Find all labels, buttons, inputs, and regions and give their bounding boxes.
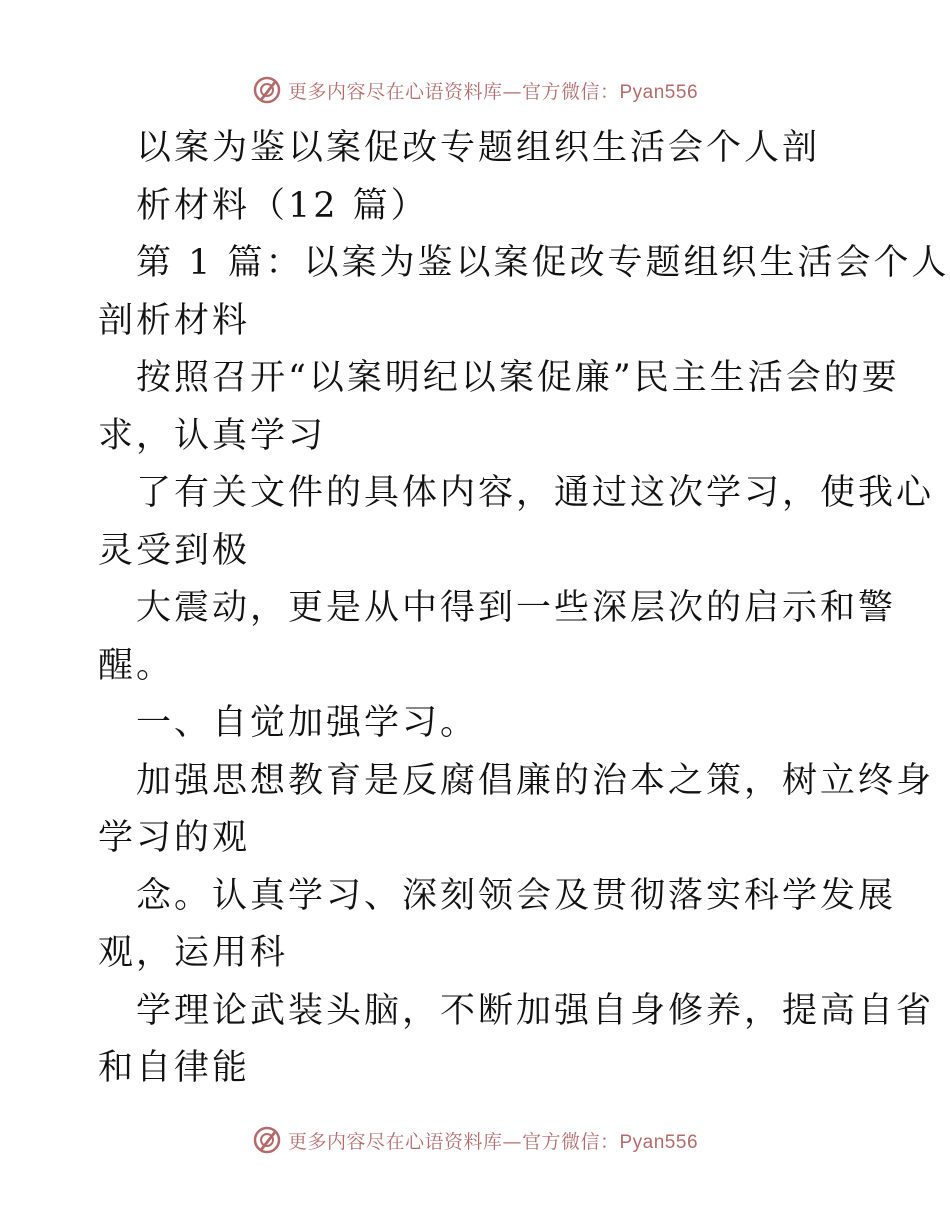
text-line: 求，认真学习 <box>98 415 327 456</box>
text-line: 加强思想教育是反腐倡廉的治本之策，树立终身 <box>136 760 935 801</box>
watermark-text: 更多内容尽在心语资料库—官方微信：Pyan556 <box>287 1130 699 1153</box>
header-watermark <box>0 72 950 108</box>
text-line: 第 1 篇：以案为鉴以案促改专题组织生活会个人 <box>136 243 950 283</box>
text-line: 念。认真学习、深刻领会及贯彻落实科学发展 <box>136 875 897 916</box>
text-line: 了有关文件的具体内容，通过这次学习，使我心 <box>136 473 935 513</box>
logo-icon <box>252 1125 282 1155</box>
text-line: 一、自觉加强学习。 <box>136 703 479 743</box>
text-line: 醒。 <box>98 645 175 686</box>
text-line: 以案为鉴以案促改专题组织生活会个人剖 <box>136 128 821 168</box>
text-line: 和自律能 <box>98 1048 251 1088</box>
document-body <box>98 120 950 1098</box>
text-line: 剖析材料 <box>98 300 251 341</box>
text-line: 灵受到极 <box>98 530 251 571</box>
logo-icon <box>252 75 282 105</box>
text-line: 学理论武装头脑，不断加强自身修养，提高自省 <box>136 990 935 1031</box>
text-line: 析材料（12 篇） <box>136 185 429 226</box>
watermark-text: 更多内容尽在心语资料库—官方微信：Pyan556 <box>287 80 699 103</box>
text-line: 学习的观 <box>98 818 251 858</box>
footer-watermark <box>0 1122 950 1158</box>
text-line: 按照召开“以案明纪以案促廉”民主生活会的要 <box>136 358 900 398</box>
text-line: 大震动，更是从中得到一些深层次的启示和警 <box>136 588 897 628</box>
text-line: 观，运用科 <box>98 933 289 973</box>
